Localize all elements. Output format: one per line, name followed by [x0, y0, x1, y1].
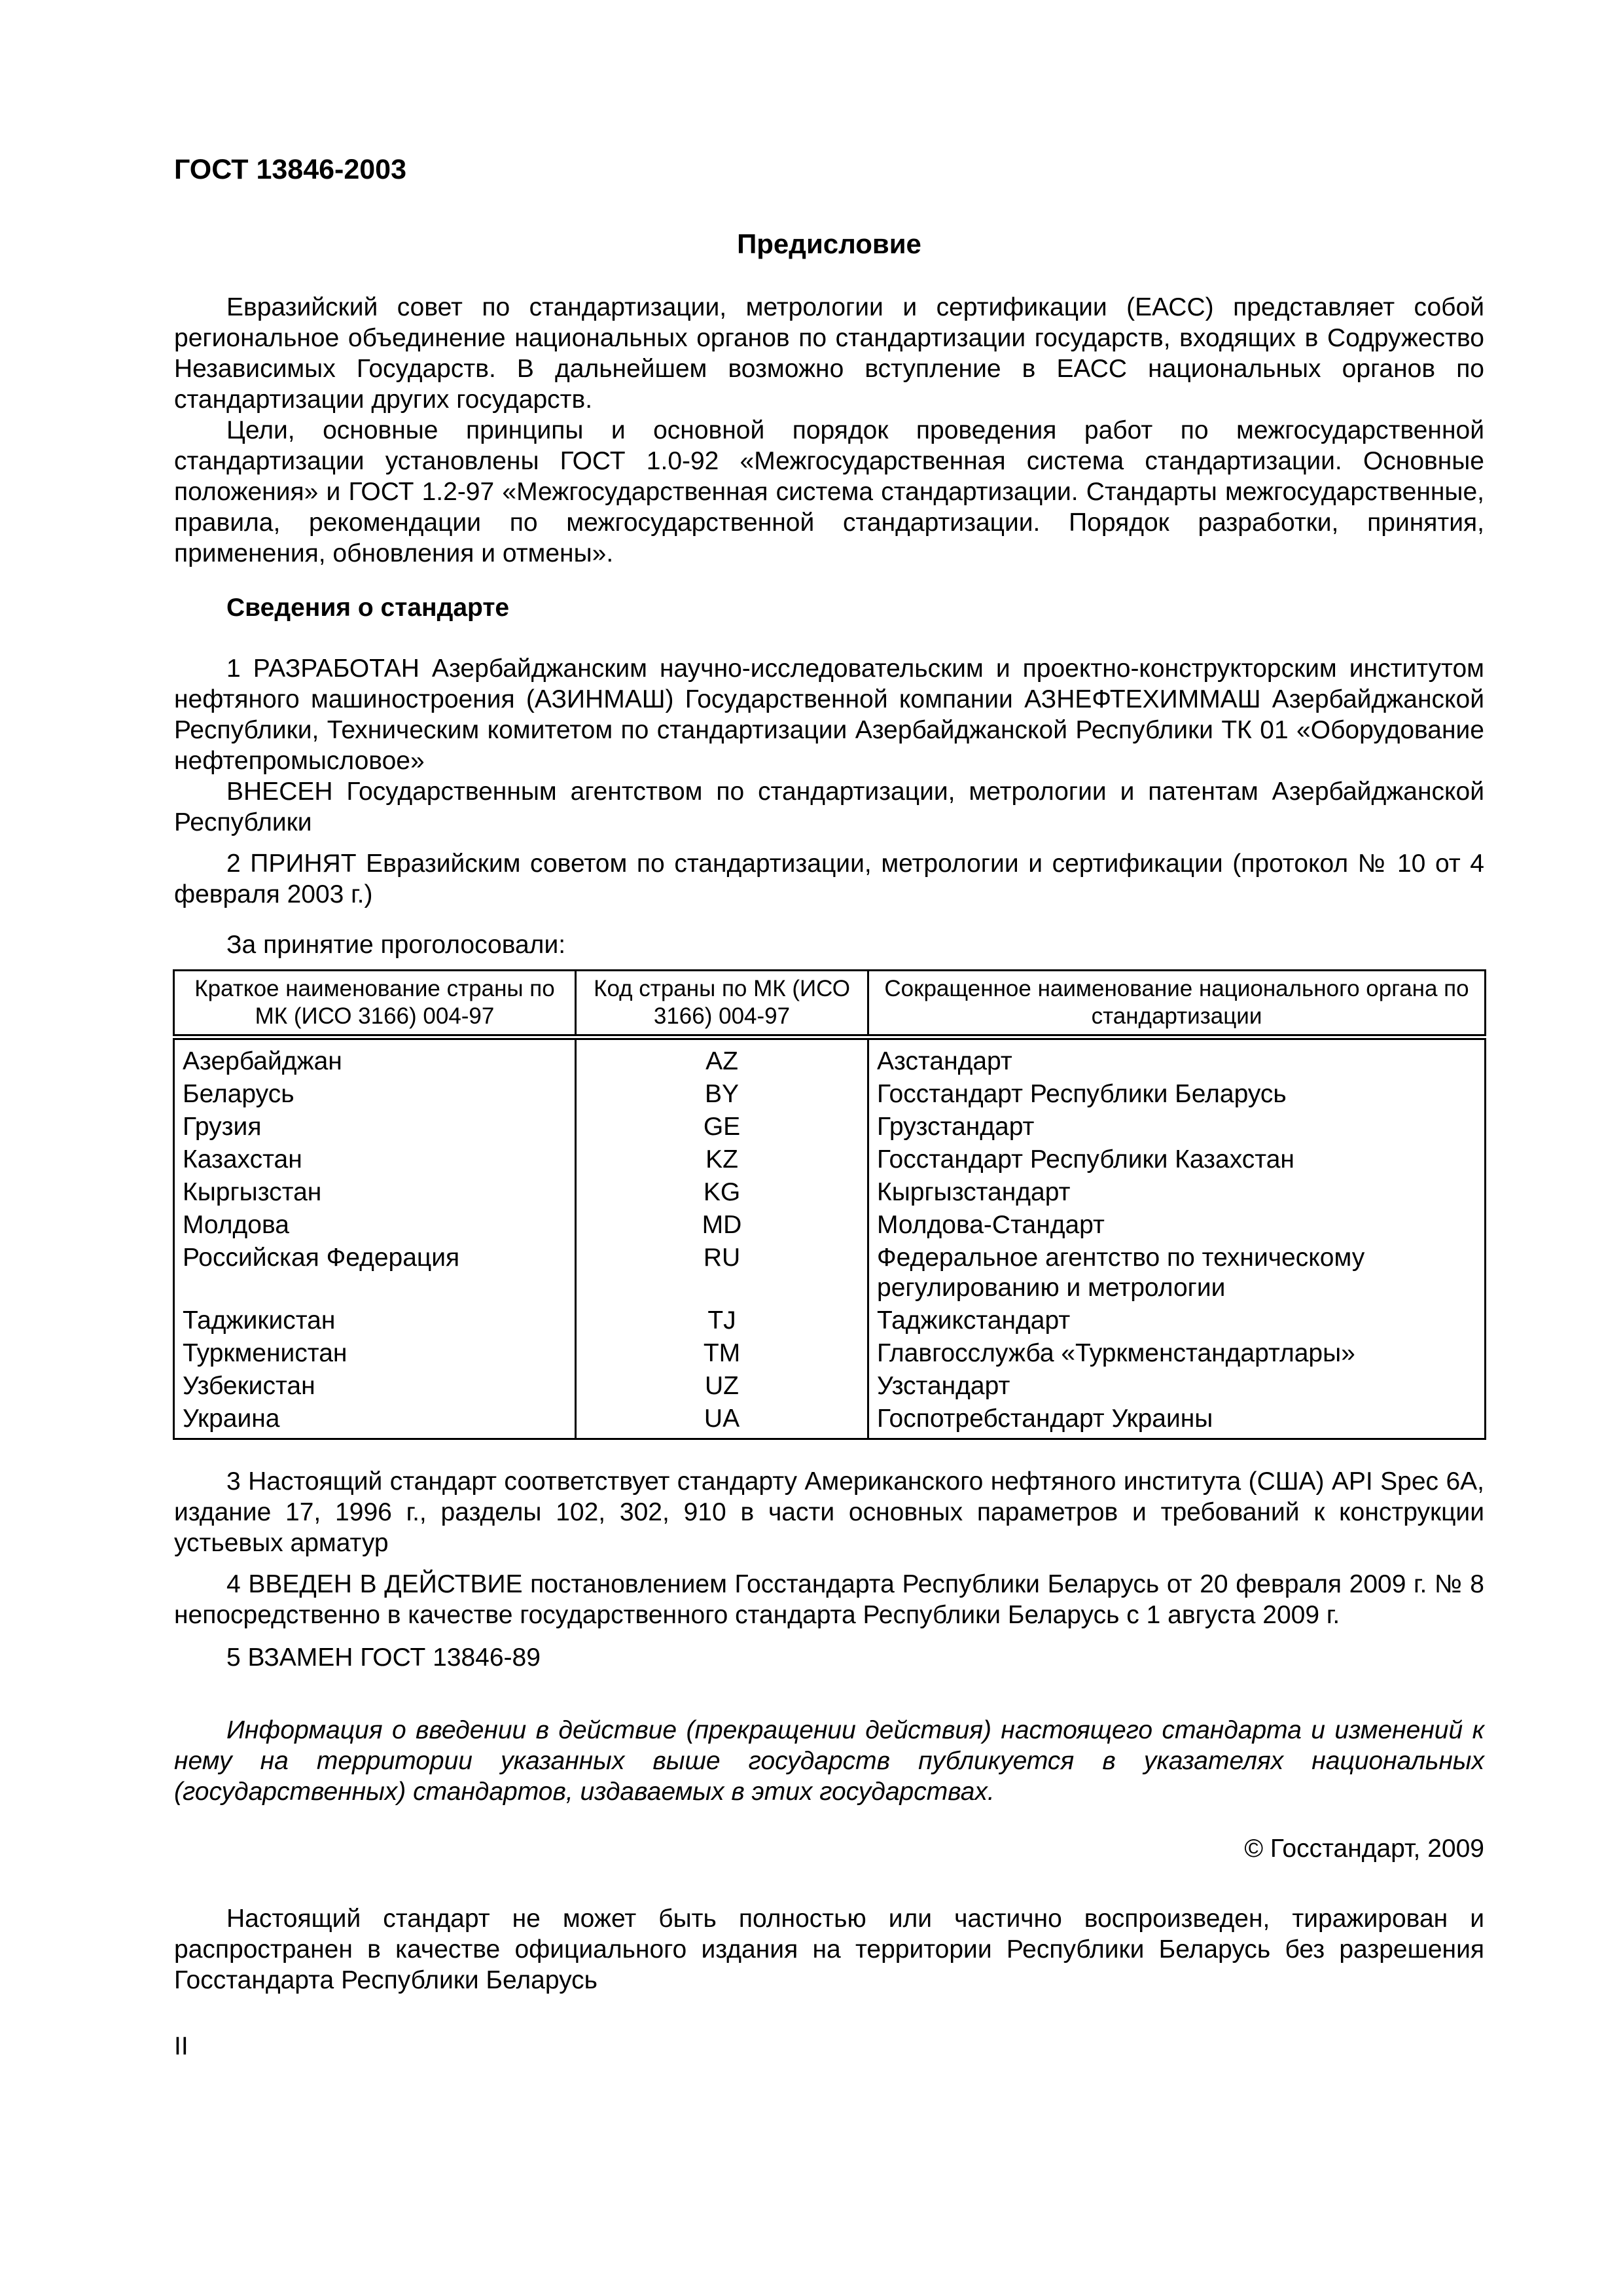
item-adopted: 2 ПРИНЯТ Евразийским советом по стандартизации, метрологии и сертификации (протокол № 10 от 4 февраля 2003 г.): [174, 850, 1484, 908]
cell-country: Украина: [174, 1403, 576, 1439]
item-introduced: ВНЕСЕН Государственным агентством по стандартизации, метрологии и патентам Азербайджанской Республики: [174, 778, 1484, 836]
cell-code: RU: [576, 1242, 868, 1304]
item-enacted: 4 ВВЕДЕН В ДЕЙСТВИЕ постановлением Госстандарта Республики Беларусь от 20 февраля 2009 г. № 8 непосредственно в качестве государственного стандарта Республики Беларусь с 1 августа 2009 г.: [174, 1570, 1484, 1629]
document-id: ГОСТ 13846-2003: [174, 154, 407, 185]
table-row: [174, 1337, 1486, 1370]
cell-code: KZ: [576, 1143, 868, 1176]
cell-body: Азстандарт: [868, 1037, 1486, 1079]
table-row: [174, 1037, 1486, 1079]
cell-body: Федеральное агентство по техническому регулированию и метрологии: [868, 1242, 1486, 1304]
column-header-country: Краткое наименование страны по МК (ИСО 3166) 004-97: [174, 971, 576, 1037]
cell-country: Азербайджан: [174, 1037, 576, 1079]
cell-country: Казахстан: [174, 1143, 576, 1176]
cell-code: KG: [576, 1176, 868, 1209]
table-row: [174, 1111, 1486, 1143]
cell-body: Грузстандарт: [868, 1111, 1486, 1143]
cell-body: Госстандарт Республики Казахстан: [868, 1143, 1486, 1176]
cell-country: Узбекистан: [174, 1370, 576, 1403]
table-row: [174, 1176, 1486, 1209]
item-developed: 1 РАЗРАБОТАН Азербайджанским научно-исследовательским и проектно-конструкторским институтом нефтяного машиностроения (АЗИНМАШ) Государственной компании АЗНЕФТЕХИММАШ Азербайджанской Республики, Техническим комитетом по стандартизации Азербайджанской Республики ТК 01 «Оборудование нефтепромысловое»: [174, 655, 1484, 775]
cell-country: Кыргызстан: [174, 1176, 576, 1209]
column-header-code: Код страны по МК (ИСО 3166) 004-97: [576, 971, 868, 1037]
cell-code: MD: [576, 1209, 868, 1242]
cell-code: BY: [576, 1078, 868, 1111]
copyright: © Госстандарт, 2009: [1244, 1835, 1484, 1863]
table-row: [174, 1403, 1486, 1439]
restriction-notice: Настоящий стандарт не может быть полностью или частично воспроизведен, тиражирован и распространен в качестве официального издания на территории Республики Беларусь без разрешения Госстандарта Республики Беларусь: [174, 1905, 1484, 1994]
page-number: II: [174, 2032, 188, 2060]
page-title: Предисловие: [737, 228, 921, 259]
table-row: [174, 1370, 1486, 1403]
cell-country: Беларусь: [174, 1078, 576, 1111]
cell-country: Грузия: [174, 1111, 576, 1143]
item-conformity: 3 Настоящий стандарт соответствует стандарту Американского нефтяного института (США) API Spec 6A, издание 17, 1996 г., разделы 102, 302, 910 в части основных параметров и требований к конструкции устьевых арматур: [174, 1467, 1484, 1557]
cell-code: UZ: [576, 1370, 868, 1403]
cell-body: Кыргызстандарт: [868, 1176, 1486, 1209]
cell-country: Молдова: [174, 1209, 576, 1242]
cell-body: Госпотребстандарт Украины: [868, 1403, 1486, 1439]
cell-body: Госстандарт Республики Беларусь: [868, 1078, 1486, 1111]
table-row: [174, 1078, 1486, 1111]
cell-country: Российская Федерация: [174, 1242, 576, 1304]
cell-code: TM: [576, 1337, 868, 1370]
preface-paragraph: Цели, основные принципы и основной порядок проведения работ по межгосударственной стандартизации установлены ГОСТ 1.0-92 «Межгосударственная система стандартизации. Основные положения» и ГОСТ 1.2-97 «Межгосударственная система стандартизации. Стандарты межгосударственные, правила, рекомендации по межгосударственной стандартизации. Порядок разработки, принятия, применения, обновления и отмены».: [174, 416, 1484, 567]
voting-table: [173, 969, 1486, 1440]
cell-body: Молдова-Стандарт: [868, 1209, 1486, 1242]
cell-code: TJ: [576, 1304, 868, 1337]
cell-country: Туркменистан: [174, 1337, 576, 1370]
voted-label: За принятие проголосовали:: [226, 931, 566, 959]
table-header-row: [174, 971, 1486, 1037]
item-replaces: 5 ВЗАМЕН ГОСТ 13846-89: [226, 1643, 541, 1672]
cell-body: Таджикстандарт: [868, 1304, 1486, 1337]
preface-paragraph: Евразийский совет по стандартизации, метрологии и сертификации (ЕАСС) представляет собой региональное объединение национальных органов по стандартизации государств, входящих в Содружество Независимых Государств. В дальнейшем возможно вступление в ЕАСС национальных органов по стандартизации других государств.: [174, 293, 1484, 414]
cell-code: UA: [576, 1403, 868, 1439]
cell-code: GE: [576, 1111, 868, 1143]
cell-body: Узстандарт: [868, 1370, 1486, 1403]
table-row: [174, 1143, 1486, 1176]
cell-country: Таджикистан: [174, 1304, 576, 1337]
table-row: [174, 1209, 1486, 1242]
table-row: [174, 1242, 1486, 1304]
column-header-body: Сокращенное наименование национального органа по стандартизации: [868, 971, 1486, 1037]
notice: Информация о введении в действие (прекращении действия) настоящего стандарта и изменений к нему на территории указанных выше государств публикуется в указателях национальных (государственных) стандартов, издаваемых в этих государствах.: [174, 1716, 1484, 1806]
cell-body: Главгосслужба «Туркменстандартлары»: [868, 1337, 1486, 1370]
info-heading: Сведения о стандарте: [226, 594, 510, 622]
page-content: [174, 154, 1484, 2062]
cell-code: AZ: [576, 1037, 868, 1079]
info-section: [174, 653, 1484, 838]
preface: [174, 292, 1484, 569]
table-row: [174, 1304, 1486, 1337]
